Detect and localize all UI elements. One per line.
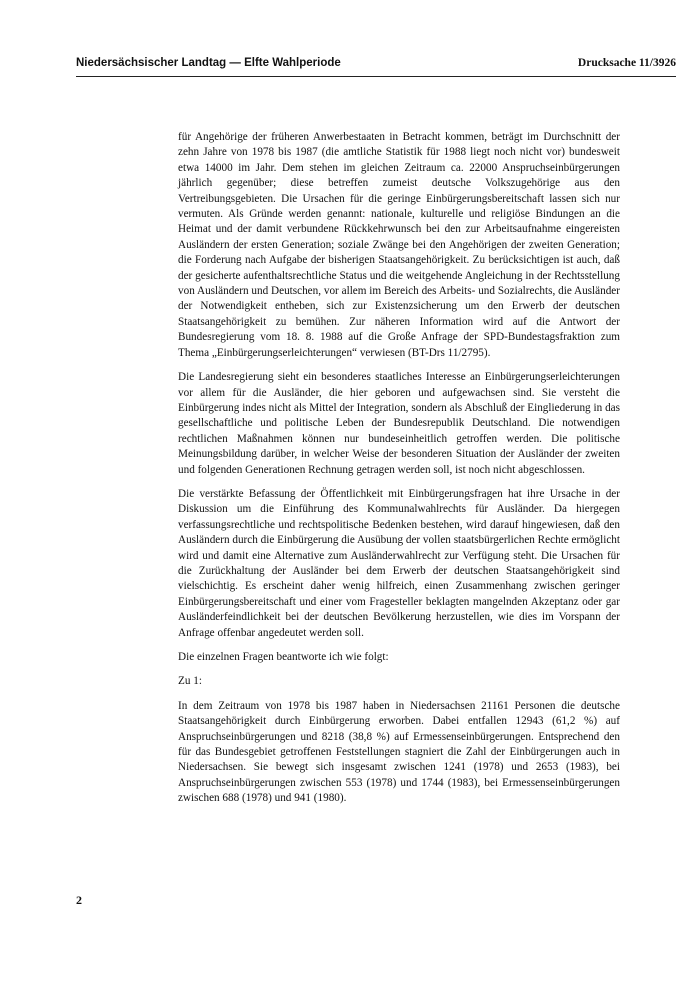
paragraph-4: Die einzelnen Fragen beantworte ich wie folgt: <box>178 651 389 663</box>
header-title: Niedersächsischer Landtag — Elfte Wahlperiode <box>76 57 341 69</box>
header-document-number: Drucksache 11/3926 <box>577 57 676 69</box>
body-text <box>178 130 620 816</box>
paragraph-5: In dem Zeitraum von 1978 bis 1987 haben in Niedersachsen 21161 Personen die deutsche Staatsangehörigkeit durch Einbürgerung erworben. Dabei entfallen 12943 (61,2 %) auf Anspruchseinbürgerungen und 8218 (38,8 %) auf Ermessenseinbürgerungen. Entsprechend den für das Bundesgebiet getroffenen Feststellungen stagniert die Zahl der Einbürgerungen auch in Niedersachsen. Sie bewegt sich insgesamt zwischen 1241 (1978) und 2653 (1983), bei Anspruchseinbürgerungen zwischen 553 (1978) und 1744 (1983), bei Ermessenseinbürgerungen zwischen 688 (1978) und 941 (1980). <box>178 699 620 805</box>
header-rule <box>76 76 676 77</box>
page-header <box>76 57 676 77</box>
paragraph-3: Die verstärkte Befassung der Öffentlichkeit mit Einbürgerungsfragen hat ihre Ursache in der Diskussion um die Einführung des Kommunalwahlrechts für Ausländer. Da hiergegen verfassungsrechtliche und rechtspolitische Bedenken bestehen, wird darauf hingewiesen, daß den Ausländern durch die Einbürgerung die Ausübung der vollen staatsbürgerlichen Rechte ermöglicht wird und damit eine Alternative zum Ausländerwahlrecht zur Verfügung steht. Die Ursachen für die Zurückhaltung der Ausländer bei dem Erwerb der deutschen Staatsangehörigkeit sind vielschichtig. Es erscheint daher wenig hilfreich, einen Zusammenhang zwischen geringer Einbürgerungsbereitschaft und einer vom Fragesteller beklagten mangelnden Akzeptanz oder gar Ausländerfeindlichkeit bei der deutschen Bevölkerung herzustellen, wie dies im Vorspann der Anfrage offenbar angedeutet werden soll. <box>178 487 620 639</box>
section-heading: Zu 1: <box>178 675 202 688</box>
paragraph-2: Die Landesregierung sieht ein besonderes staatliches Interesse an Einbürgerungserleichterungen vor allem für die Ausländer, die hier geboren und aufgewachsen sind. Sie versteht die Einbürgerung indes nicht als Mittel der Integration, sondern als Abschluß der Eingliederung in das gesellschaftliche und politische Leben der Bundesrepublik Deutschland. Die notwendigen rechtlichen Maßnahmen können nur bundeseinheitlich getroffen werden. Die politische Meinungsbildung darüber, in welcher Weise der besonderen Situation der Ausländer der zweiten und folgenden Generationen Rechnung getragen werden soll, ist noch nicht abgeschlossen. <box>178 371 620 476</box>
page-number: 2 <box>76 893 82 907</box>
paragraph-1: für Angehörige der früheren Anwerbestaaten in Betracht kommen, beträgt im Durchschnitt der zehn Jahre von 1978 bis 1987 (die amtliche Statistik für 1988 liegt noch nicht vor) bundesweit etwa 14000 im Jahr. Dem stehen im gleichen Zeitraum ca. 22000 Anspruchseinbürgerungen jährlich gegenüber; diese betreffen zumeist deutsche Volkszugehörige aus den Vertreibungsgebieten. Die Ursachen für die geringe Einbürgerungsbereitschaft lassen sich nur vermuten. Als Gründe werden genannt: nationale, kulturelle und religiöse Bindungen an die Heimat und der damit verbundene Rückkehrwunsch bei den zur Arbeitsaufnahme eingereisten Ausländern der ersten Generation; soziale Zwänge bei den Angehörigen der zweiten Generation; die Forderung nach Aufgabe der bisherigen Staatsangehörigkeit. Zu berücksichtigen ist auch, daß der gesicherte aufenthaltsrechtliche Status und die weitgehende Angleichung in der Rechtsstellung von Ausländern und Deutschen, vor allem im Bereich des Arbeits- und Sozialrechts, die Ausländer der Notwendigkeit entheben, sich zur Existenzsicherung um den Erwerb der deutschen Staatsangehörigkeit zu bemühen. Zur näheren Information wird auf die Antwort der Bundesregierung vom 18. 8. 1988 auf die Große Anfrage der SPD-Bundestagsfraktion zum Thema „Einbürgerungserleichterungen“ verwiesen (BT-Drs 11/2795). <box>178 131 620 359</box>
